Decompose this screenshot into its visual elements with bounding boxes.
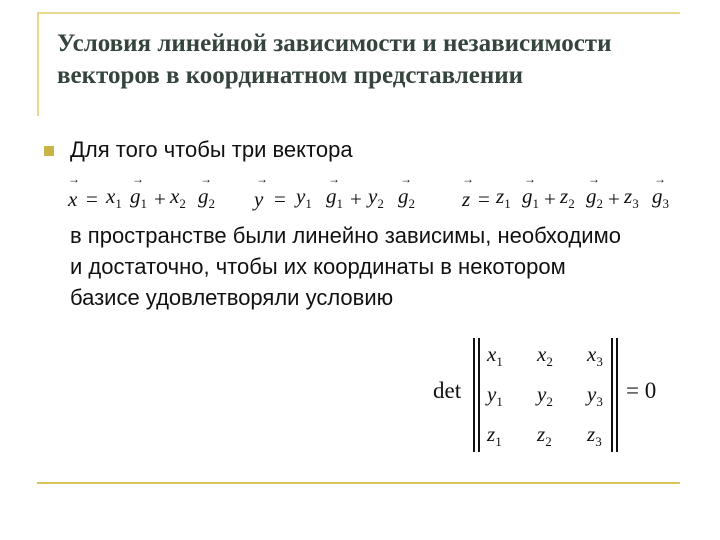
frame-left-line bbox=[37, 12, 39, 116]
matrix-cell: $z_1$ bbox=[487, 422, 502, 450]
coefficient: $x_1$ bbox=[106, 183, 122, 211]
coefficient: $z_1$ bbox=[496, 183, 511, 211]
basis-vector: $g_1$ bbox=[522, 183, 539, 211]
vector-equation-z bbox=[460, 172, 685, 216]
body-text: в пространстве были линейно зависимы, необходимо и достаточно, чтобы их координаты в некотором базисе удовлетворяли условию bbox=[70, 223, 621, 310]
frame-top-line bbox=[37, 12, 680, 14]
basis-vector: $g_1$ bbox=[130, 183, 147, 211]
vector-symbol: y bbox=[254, 187, 264, 211]
basis-vector: $g_2$ bbox=[586, 183, 603, 211]
vector-equation-x bbox=[66, 172, 236, 216]
equals-sign: = bbox=[274, 187, 286, 211]
frame-bottom-line bbox=[37, 482, 680, 484]
slide-title: Условия линейной зависимости и независимости векторов в координатном представлении bbox=[57, 30, 612, 89]
vector-arrow: → bbox=[524, 172, 536, 186]
coefficient: $z_3$ bbox=[624, 183, 639, 211]
matrix-cell: $y_2$ bbox=[537, 382, 553, 410]
det-bar-left bbox=[473, 338, 475, 452]
det-bar-right bbox=[611, 338, 613, 452]
vector-arrow: → bbox=[400, 172, 412, 186]
matrix-cell: $y_3$ bbox=[587, 382, 603, 410]
vector-symbol: x bbox=[68, 187, 78, 211]
plus-sign: + bbox=[154, 187, 166, 211]
vector-equation-y bbox=[252, 172, 432, 216]
bullet-marker bbox=[44, 146, 54, 156]
coefficient: $y_2$ bbox=[368, 183, 384, 211]
matrix-cell: $x_2$ bbox=[537, 342, 553, 370]
basis-vector: $g_1$ bbox=[326, 183, 343, 211]
vector-arrow: → bbox=[328, 172, 340, 186]
equals-sign: = bbox=[478, 187, 490, 211]
vector-symbol: z bbox=[462, 187, 471, 211]
det-label: det bbox=[433, 378, 462, 403]
matrix-cell: $z_3$ bbox=[587, 422, 602, 450]
basis-vector: $g_2$ bbox=[398, 183, 415, 211]
det-result: = 0 bbox=[626, 378, 657, 403]
coefficient: $y_1$ bbox=[296, 183, 312, 211]
vector-arrow: → bbox=[132, 172, 144, 186]
matrix-cell: $z_2$ bbox=[537, 422, 552, 450]
basis-vector: $g_3$ bbox=[652, 183, 669, 211]
coefficient: $x_2$ bbox=[170, 183, 186, 211]
vector-arrow: → bbox=[256, 172, 268, 186]
plus-sign: + bbox=[350, 187, 362, 211]
matrix-cell: $x_3$ bbox=[587, 342, 603, 370]
basis-vector: $g_2$ bbox=[198, 183, 215, 211]
vector-arrow: → bbox=[68, 172, 80, 186]
lead-text: Для того чтобы три вектора bbox=[70, 137, 353, 162]
det-bar-right-inner bbox=[616, 338, 618, 452]
vector-arrow: → bbox=[462, 172, 474, 186]
plus-sign: + bbox=[544, 187, 556, 211]
coefficient: $z_2$ bbox=[560, 183, 575, 211]
equals-sign: = bbox=[86, 187, 98, 211]
det-bar-left-inner bbox=[478, 338, 480, 452]
vector-arrow: → bbox=[588, 172, 600, 186]
vector-arrow: → bbox=[200, 172, 212, 186]
vector-arrow: → bbox=[654, 172, 666, 186]
matrix-cell: $y_1$ bbox=[487, 382, 503, 410]
matrix-cell: $x_1$ bbox=[487, 342, 503, 370]
plus-sign: + bbox=[608, 187, 620, 211]
